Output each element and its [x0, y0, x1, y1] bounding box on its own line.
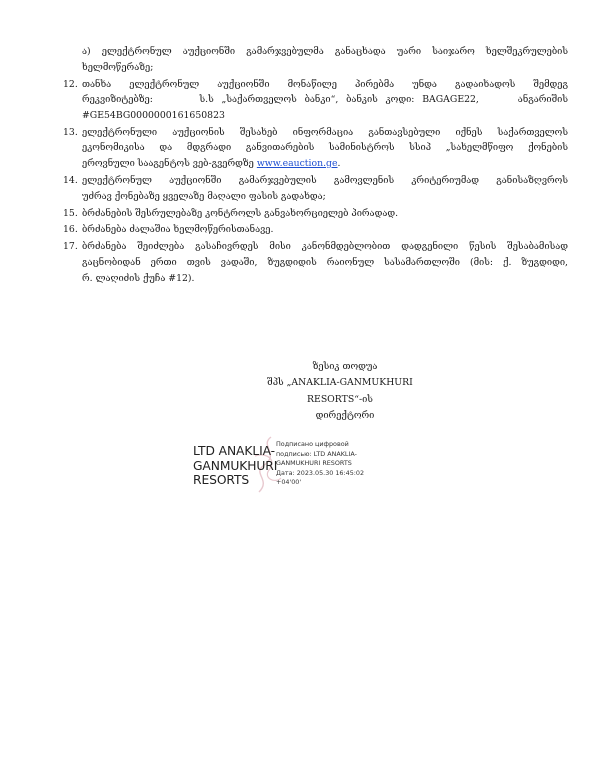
- list-item: [63, 44, 568, 75]
- item-number: 14.: [63, 174, 78, 186]
- item-line: #GE54BG0000000161650823: [82, 109, 225, 121]
- signatory-role: დირექტორი: [315, 410, 375, 422]
- item-number: 12.: [63, 78, 78, 90]
- item-number: 13.: [63, 126, 78, 138]
- item-line: .: [337, 157, 341, 169]
- item-line: ელექტრონული აუქციონის შესახებ ინფორმაცია განთავსებული იქნეს საქართველოს: [82, 126, 568, 138]
- item-line: ეროვნული სააგენტოს ვებ-გვერდზე: [82, 157, 257, 169]
- item-line: ელექტრონულ აუქციონში გამარჯვებულის გამოვლენის კრიტერიუმად განისაზღვროს: [82, 174, 568, 186]
- item-number: [63, 44, 82, 75]
- list-item: [63, 77, 568, 124]
- item-number: 16.: [63, 224, 78, 236]
- item-line: რ. ლაღიძის ქუჩა #12).: [82, 272, 195, 284]
- list-item: [63, 173, 568, 204]
- list-item: [63, 239, 568, 286]
- item-number: 15.: [63, 207, 78, 219]
- signatory-block: [250, 359, 440, 425]
- signature-details: Подписано цифровой подписью: LTD ANAKLIA- GANMUKHURI RESORTS Дата: 2023.05.30 16:45:02 +04'00': [276, 440, 365, 487]
- digital-signature-stamp: [193, 434, 423, 496]
- item-line: ხელმოწერაზე;: [82, 61, 154, 73]
- item-line: ბრძანება ძალაშია ხელმოწერისთანავე.: [82, 224, 274, 236]
- signatory-name: ზესიკ თოდუა: [312, 361, 378, 372]
- item-line: თანხა ელექტრონულ აუქციონში მონაწილე პირებმა უნდა გადაიხადოს შემდეგ: [82, 78, 568, 90]
- item-line: ბრძანება შეიძლება გასაჩივრდეს მისი კანონმდებლობით დადგენილი წესის შესაბამისად: [82, 241, 568, 253]
- item-number: 17.: [63, 241, 78, 253]
- item-line: ა) ელექტრონულ აუქციონში გამარჯვებულმა განაცხადა უარი საიჯარო ხელშეკრულების: [82, 46, 568, 57]
- list-item: [63, 125, 568, 172]
- list-item: [63, 222, 568, 238]
- item-line: ბრძანების შესრულებაზე კონტროლს განვახორციელებ პირადად.: [82, 207, 399, 219]
- item-line: ეკონომიკისა და მდგრადი განვითარების სამინისტროს სსიპ „სახელმწიფო ქონების: [82, 142, 568, 154]
- signer-name: LTD ANAKLIA- GANMUKHURI RESORTS: [193, 444, 278, 487]
- eauction-link[interactable]: www.eauction.ge: [256, 157, 338, 169]
- item-line: უძრავ ქონებაზე ყველაზე მაღალი ფასის გადახდა;: [82, 190, 326, 202]
- list-item: [63, 206, 568, 222]
- item-line: გაცნობიდან ერთი თვის ვადაში, ზუგდიდის რაიონულ სასამართლოში (მის: ქ. ზუგდიდი,: [82, 257, 568, 269]
- order-items: [63, 44, 568, 288]
- item-line: რეკვიზიტებზე: ს.ს „საქართველოს ბანკი“, ბანკის კოდი: BAGAGE22, ანგარიშის: [82, 94, 568, 106]
- signatory-company: შპს „ANAKLIA-GANMUKHURI RESORTS“-ის: [267, 377, 413, 405]
